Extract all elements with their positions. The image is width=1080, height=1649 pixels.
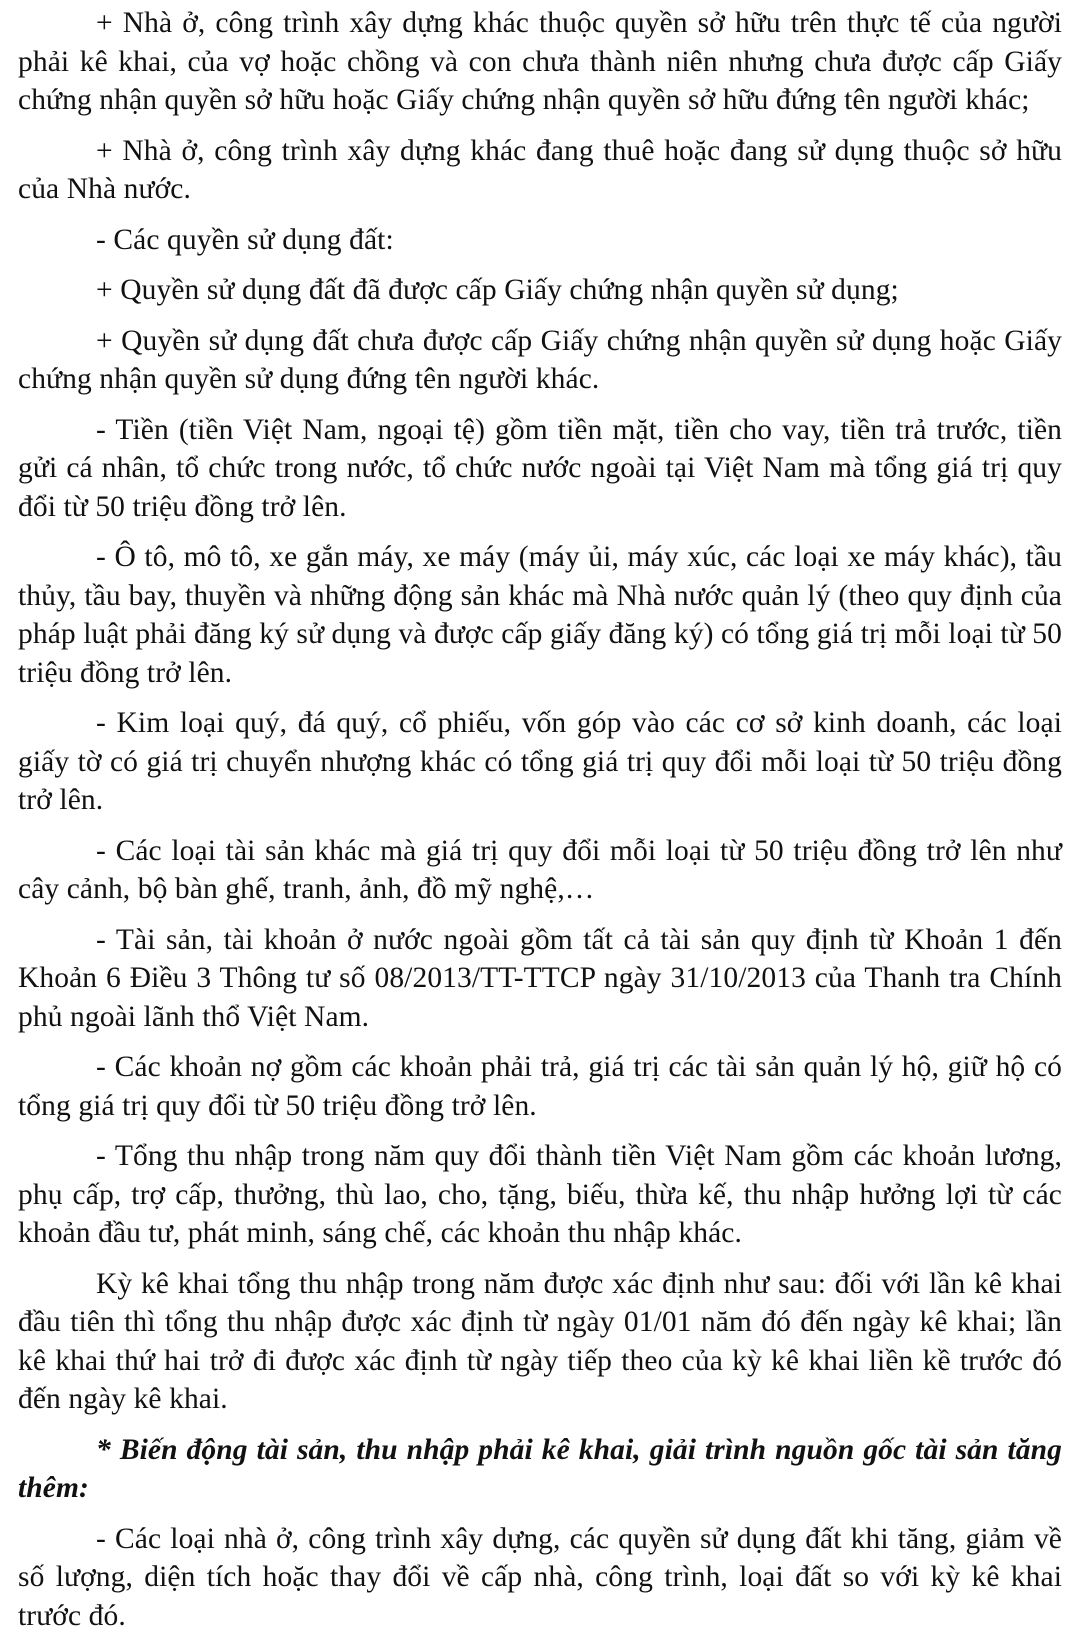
section-heading-asset-changes: * Biến động tài sản, thu nhập phải kê khai, giải trình nguồn gốc tài sản tăng thêm:: [18, 1433, 1062, 1504]
paragraph-precious-metals: - Kim loại quý, đá quý, cổ phiếu, vốn góp vào các cơ sở kinh doanh, các loại giấy tờ có giá trị chuyển nhượng khác có tổng giá trị quy đổi mỗi loại từ 50 triệu đồng trở lên.: [18, 707, 1062, 816]
document-page: [18, 4, 1062, 1644]
paragraph-debts: - Các khoản nợ gồm các khoản phải trả, giá trị các tài sản quản lý hộ, giữ hộ có tổng giá trị quy đổi từ 50 triệu đồng trở lên.: [18, 1051, 1062, 1122]
paragraph-other-assets: - Các loại tài sản khác mà giá trị quy đổi mỗi loại từ 50 triệu đồng trở lên như cây cảnh, bộ bàn ghế, tranh, ảnh, đồ mỹ nghệ,…: [18, 834, 1062, 905]
paragraph-land-use-rights: - Các quyền sử dụng đất:: [96, 223, 394, 256]
paragraph-land-certified: + Quyền sử dụng đất đã được cấp Giấy chứng nhận quyền sử dụng;: [96, 274, 899, 306]
paragraph-total-income: - Tổng thu nhập trong năm quy đổi thành tiền Việt Nam gồm các khoản lương, phụ cấp, trợ cấp, thưởng, thù lao, cho, tặng, biếu, thừa kế, thu nhập hưởng lợi từ các khoản đầu tư, phát minh, sáng chế, các khoản thu nhập khác.: [18, 1140, 1062, 1249]
paragraph-foreign-assets: - Tài sản, tài khoản ở nước ngoài gồm tất cả tài sản quy định từ Khoản 1 đến Khoản 6 Điều 3 Thông tư số 08/2013/TT-TTCP ngày 31/10/2013 của Thanh tra Chính phủ ngoài lãnh thổ Việt Nam.: [18, 923, 1062, 1033]
paragraph-vehicles: - Ô tô, mô tô, xe gắn máy, xe máy (máy ủi, máy xúc, các loại xe máy khác), tầu thủy, tầu bay, thuyền và những động sản khác mà Nhà nước quản lý (theo quy định của pháp luật phải đăng ký sử dụng và được cấp giấy đăng ký) có tổng giá trị mỗi loại từ 50 triệu đồng trở lên.: [18, 541, 1062, 689]
paragraph-land-uncertified: + Quyền sử dụng đất chưa được cấp Giấy chứng nhận quyền sử dụng hoặc Giấy chứng nhận quyền sử dụng đứng tên người khác.: [18, 324, 1062, 395]
paragraph-property-changes: - Các loại nhà ở, công trình xây dựng, các quyền sử dụng đất khi tăng, giảm về số lượng, diện tích hoặc thay đổi về cấp nhà, công trình, loại đất so với kỳ kê khai trước đó.: [18, 1522, 1062, 1632]
paragraph-house-owned-unregistered: + Nhà ở, công trình xây dựng khác thuộc quyền sở hữu trên thực tế của người phải kê khai, của vợ hoặc chồng và con chưa thành niên nhưng chưa được cấp Giấy chứng nhận quyền sở hữu hoặc Giấy chứng nhận quyền sở hữu đứng tên người khác;: [18, 7, 1062, 116]
paragraph-house-rented-state: + Nhà ở, công trình xây dựng khác đang thuê hoặc đang sử dụng thuộc sở hữu của Nhà nước.: [18, 134, 1062, 205]
paragraph-money: - Tiền (tiền Việt Nam, ngoại tệ) gồm tiền mặt, tiền cho vay, tiền trả trước, tiền gửi cá nhân, tổ chức trong nước, tổ chức nước ngoài tại Việt Nam mà tổng giá trị quy đổi từ 50 triệu đồng trở lên.: [18, 413, 1062, 523]
paragraph-declaration-period: Kỳ kê khai tổng thu nhập trong năm được xác định như sau: đối với lần kê khai đầu tiên thì tổng thu nhập được xác định từ ngày 01/01 năm đó đến ngày kê khai; lần kê khai thứ hai trở đi được xác định từ ngày tiếp theo của kỳ kê khai liền kề trước đó đến ngày kê khai.: [18, 1267, 1062, 1415]
